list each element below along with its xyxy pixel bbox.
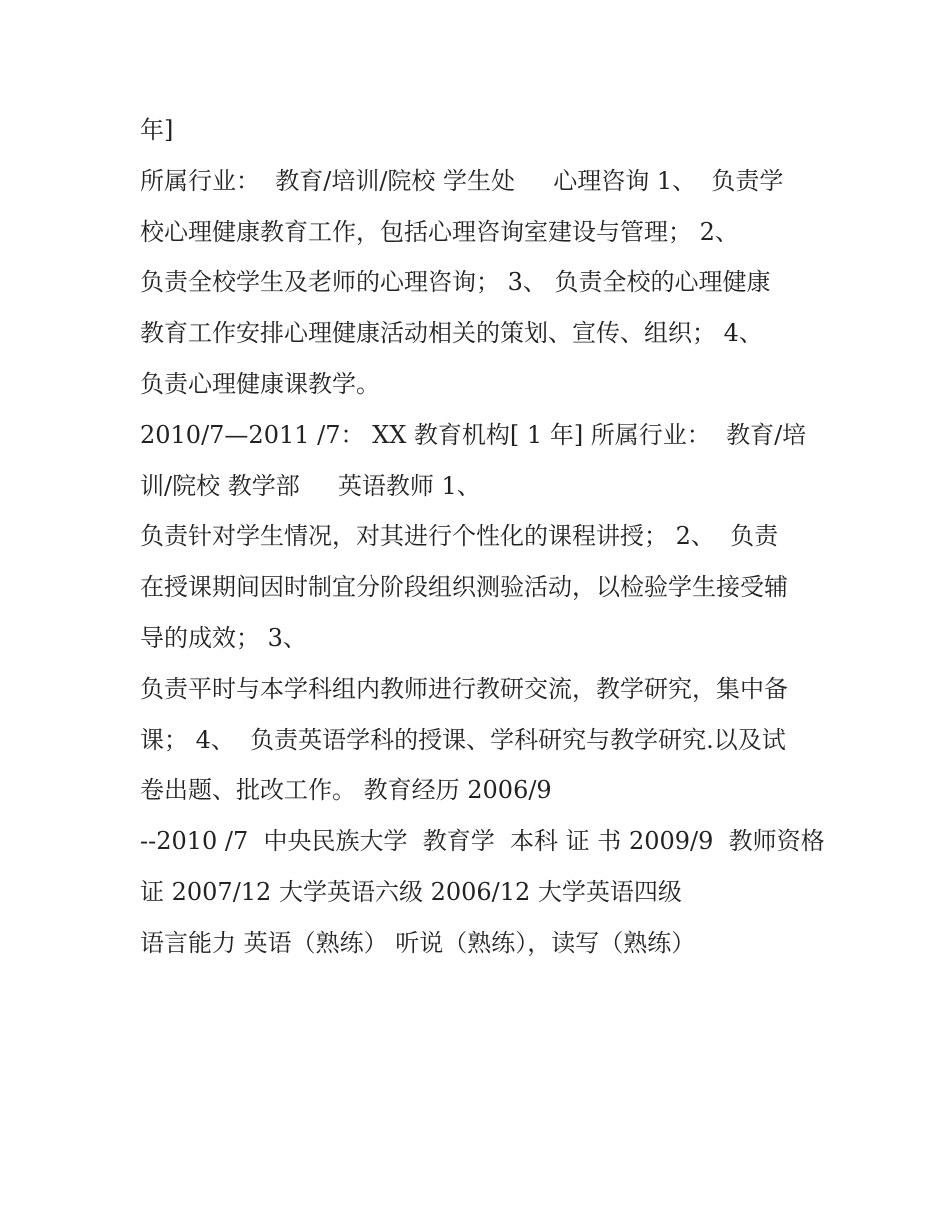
text-line-year-end: 年] xyxy=(140,116,174,144)
text-line-industry-counseling: 所属行业： 教育/培训/院校 学生处 心理咨询 1、 负责学 xyxy=(140,166,784,195)
text-line-duty-3: 教育工作安排心理健康活动相关的策划、宣传、组织； 4、 xyxy=(140,319,763,348)
text-line-english-teacher: 训/院校 教学部 英语教师 1、 xyxy=(140,471,481,500)
text-line-teacher-duty-1: 负责针对学生情况，对其进行个性化的课程讲授； 2、 负责 xyxy=(140,522,779,551)
text-line-certificates: 证 2007/12 大学英语六级 2006/12 大学英语四级 xyxy=(140,877,682,906)
text-line-education-history: 卷出题、批改工作。 教育经历 2006/9 xyxy=(140,776,552,805)
text-line-teacher-duty-4: 负责平时与本学科组内教师进行教研交流，教学研究，集中备 xyxy=(140,674,788,703)
text-line-duty-1: 校心理健康教育工作，包括心理咨询室建设与管理； 2、 xyxy=(140,217,739,246)
text-line-duty-2: 负责全校学生及老师的心理咨询； 3、 负责全校的心理健康 xyxy=(140,268,771,297)
text-line-teacher-duty-2: 在授课期间因时制宜分阶段组织测验活动，以检验学生接受辅 xyxy=(140,573,788,602)
text-line-teacher-duty-3: 导的成效； 3、 xyxy=(140,623,307,652)
text-line-duty-4: 负责心理健康课教学。 xyxy=(140,369,380,398)
resume-text-block xyxy=(140,105,830,969)
text-line-teacher-duty-5: 课； 4、 负责英语学科的授课、学科研究与教学研究.以及试 xyxy=(140,725,786,754)
text-line-university: --2010 /7 中央民族大学 教育学 本科 证 书 2009/9 教师资格 xyxy=(140,827,825,856)
text-line-job-period-2: 2010/7—2011 /7： XX 教育机构[ 1 年] 所属行业： 教育/培 xyxy=(140,420,807,449)
text-line-language-skills: 语言能力 英语（熟练） 听说（熟练），读写（熟练） xyxy=(140,928,696,957)
